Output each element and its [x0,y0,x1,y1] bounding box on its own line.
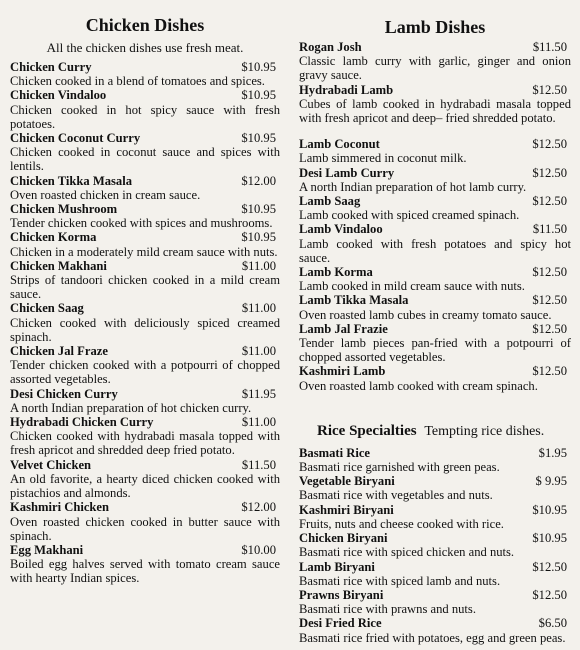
menu-item-description: A north Indian preparation of hot chicken curry. [10,400,252,415]
menu-item-description: An old favorite, a hearty diced chicken cooked with pistachios and almonds. [10,471,280,501]
menu-item-name: Chicken Jal Fraze [10,344,108,359]
menu-item-header [299,560,571,574]
menu-item-name: Velvet Chicken [10,457,92,472]
chicken-section-title: Chicken Dishes [85,15,205,35]
menu-item-price: $10.00 [241,542,276,557]
menu-item-header [10,458,280,472]
menu-item-price: $12.50 [532,265,567,280]
menu-item-header [299,293,571,307]
menu-item-price: $6.50 [538,616,567,631]
menu-item [10,543,280,586]
menu-item [299,265,571,293]
menu-item [10,131,280,174]
menu-item-price: $ 9.95 [535,474,567,489]
menu-item-name: Vegetable Biryani [299,474,395,489]
rice-subtitle: Tempting rice dishes. [424,423,545,439]
menu-item-description: Lamb simmered in coconut milk. [299,151,467,166]
menu-item-price: $11.50 [532,40,567,54]
menu-item-header [10,202,280,216]
menu-item [299,474,571,502]
menu-item-price: $10.95 [241,60,276,74]
menu-item [10,344,280,387]
menu-item-description: Basmati rice with prawns and nuts. [299,602,476,617]
menu-item-name: Chicken Mushroom [10,202,118,217]
lamb-rice-column [299,0,571,645]
menu-item [10,301,280,344]
menu-item-price: $11.00 [241,415,276,430]
menu-item-price: $11.00 [241,301,276,316]
menu-item [299,616,571,644]
menu-item-name: Egg Makhani [10,542,84,557]
menu-item-name: Lamb Coconut [299,137,380,152]
menu-item-header [10,131,280,145]
rice-section-title [317,421,571,442]
menu-item [299,322,571,365]
menu-item-description: Basmati rice garnished with green peas. [299,460,500,475]
menu-item-description: Chicken in a moderately mild cream sauce with nuts. [10,244,278,259]
menu-item-header [10,415,280,429]
menu-item-header [299,194,571,208]
menu-item-price: $12.50 [532,559,567,574]
menu-item-description: A north Indian preparation of hot lamb curry. [299,179,527,194]
menu-item-price: $11.50 [532,222,567,237]
menu-item-description: Tender chicken cooked with a potpourri of chopped assorted vegetables. [10,358,280,387]
menu-item-header [299,40,571,54]
menu-item-description: Chicken cooked in a blend of tomatoes and spices. [10,74,265,89]
menu-item-name: Chicken Coconut Curry [10,131,141,146]
menu-item [299,364,571,392]
menu-item [10,230,280,258]
menu-item-name: Chicken Vindaloo [10,88,107,103]
menu-item [10,500,280,543]
menu-item-name: Lamb Vindaloo [299,222,383,237]
menu-item-header [10,387,280,401]
menu-item-name: Chicken Biryani [299,531,388,546]
menu-item-name: Desi Lamb Curry [299,165,395,180]
menu-item-header [299,446,571,460]
menu-item-description: Oven roasted chicken cooked in butter sauce with spinach. [10,514,280,543]
menu-item-name: Kashmiri Lamb [299,364,386,379]
menu-item-description: Chicken cooked in coconut sauce and spices with lentils. [10,145,280,174]
menu-item [299,137,571,165]
menu-item-description: Basmati rice with spiced lamb and nuts. [299,573,501,588]
rice-title-text: Rice Specialties [317,422,417,439]
menu-item-name: Chicken Saag [10,301,84,316]
menu-item-price: $12.50 [532,82,567,97]
menu-item-price: $11.00 [241,258,276,273]
menu-item-description: Boiled egg halves served with tomato cream sauce with hearty Indian spices. [10,557,280,586]
menu-item-header [10,174,280,188]
menu-item [10,458,280,501]
chicken-menu-list [10,60,280,586]
menu-item-price: $11.50 [241,457,276,472]
menu-item-description: Oven roasted lamb cooked with cream spinach. [299,378,538,393]
menu-item [299,560,571,588]
menu-item-description: Chicken cooked with deliciously spiced creamed spinach. [10,315,280,344]
menu-item [10,387,280,415]
menu-item-price: $12.50 [532,165,567,180]
menu-item [10,259,280,302]
menu-item-name: Chicken Makhani [10,258,107,273]
menu-item-description: Fruits, nuts and cheese cooked with rice. [299,516,504,531]
menu-item-name: Chicken Tikka Masala [10,173,133,188]
menu-item-header [299,616,571,630]
menu-item-price: $12.50 [532,293,567,308]
menu-item-header [299,322,571,336]
menu-item-price: $12.50 [532,364,567,379]
menu-item-name: Lamb Saag [299,194,361,209]
menu-item-description: Tender lamb pieces pan-fried with a potpourri of chopped assorted vegetables. [299,336,571,365]
menu-item-price: $10.95 [241,131,276,146]
menu-item-price: $12.50 [532,321,567,336]
menu-item [299,194,571,222]
menu-item-name: Lamb Tikka Masala [299,293,409,308]
menu-item-name: Chicken Korma [10,230,97,245]
menu-item-description: Basmati rice with vegetables and nuts. [299,488,493,503]
menu-item-name: Prawns Biryani [299,587,384,602]
menu-item-price: $10.95 [241,88,276,103]
menu-item-price: $10.95 [532,531,567,546]
menu-item-name: Rogan Josh [299,40,362,54]
menu-item-price: $10.95 [241,230,276,245]
menu-item-header [10,88,280,102]
menu-item-header [299,588,571,602]
menu-item-name: Chicken Curry [10,60,92,74]
menu-item [299,531,571,559]
menu-item-price: $10.95 [532,502,567,517]
menu-item [10,415,280,458]
menu-item-name: Lamb Biryani [299,559,375,574]
rice-menu-list [299,446,571,645]
menu-item-price: $1.95 [538,445,567,460]
menu-item-description: Lamb cooked with fresh potatoes and spicy hot sauce. [299,236,571,265]
menu-item-name: Kashmiri Biryani [299,502,394,517]
menu-item [299,40,571,83]
menu-item-header [10,500,280,514]
menu-item-name: Hydrabadi Chicken Curry [10,415,154,430]
menu-item-price: $12.50 [532,194,567,209]
menu-item-price: $12.50 [532,587,567,602]
menu-item-description: Oven roasted lamb cubes in creamy tomato sauce. [299,307,552,322]
menu-item-description: Lamb cooked with spiced creamed spinach. [299,208,520,223]
menu-item-header [299,166,571,180]
menu-item-header [299,474,571,488]
menu-item-header [10,301,280,315]
menu-item-header [10,230,280,244]
menu-item [299,83,571,126]
menu-item [10,174,280,202]
menu-item-description: Chicken cooked in hot spicy sauce with fresh potatoes. [10,102,280,131]
menu-item-price: $12.50 [532,137,567,152]
menu-item-name: Basmati Rice [299,445,370,460]
menu-item-name: Lamb Korma [299,265,373,280]
menu-item-header [10,344,280,358]
menu-item-header [299,531,571,545]
menu-item-header [10,259,280,273]
menu-item-price: $11.00 [241,344,276,359]
menu-item [299,503,571,531]
menu-item-description: Cubes of lamb cooked in hydrabadi masala topped with fresh apricot and deep– fried shredded potato. [299,96,571,126]
menu-item-header [299,222,571,236]
menu-item-description: Strips of tandoori chicken cooked in a mild cream sauce. [10,273,280,302]
menu-item [299,222,571,265]
menu-item [299,446,571,474]
menu-item [10,202,280,230]
menu-item-name: Hydrabadi Lamb [299,82,394,97]
menu-item-name: Desi Chicken Curry [10,386,118,401]
menu-item-description: Basmati rice with spiced chicken and nuts. [299,545,515,560]
menu-item-price: $11.95 [241,386,276,401]
menu-item-name: Lamb Jal Frazie [299,321,388,336]
menu-item-description: Lamb cooked in mild cream sauce with nuts. [299,279,525,294]
menu-item [299,588,571,616]
menu-item-name: Desi Fried Rice [299,616,382,631]
menu-item-header [299,364,571,378]
menu-item-description: Basmati rice fried with potatoes, egg and green peas. [299,630,566,645]
menu-item-header [299,137,571,151]
menu-item-header [10,543,280,557]
menu-item-price: $12.00 [241,500,276,515]
menu-item [10,60,280,88]
menu-item-price: $10.95 [241,202,276,217]
menu-item-description: Chicken cooked with hydrabadi masala topped with fresh apricot and shredded deep fried potato. [10,429,280,458]
chicken-intro: All the chicken dishes use fresh meat. [46,40,244,55]
menu-item-header [299,265,571,279]
menu-item-description: Classic lamb curry with garlic, ginger and onion gravy sauce. [299,54,571,83]
menu-item [299,166,571,194]
menu-item-description: Oven roasted chicken in cream sauce. [10,187,201,202]
lamb-menu-list [299,40,571,393]
menu-item [299,293,571,321]
menu-item-header [299,503,571,517]
menu-item-header [299,83,571,97]
lamb-section-title: Lamb Dishes [384,17,486,37]
menu-item-description: Tender chicken cooked with spices and mushrooms. [10,216,273,231]
menu-item-price: $12.00 [241,173,276,188]
menu-item [10,88,280,131]
menu-item-header [10,60,280,74]
chicken-column [10,0,280,586]
menu-item-name: Kashmiri Chicken [10,500,110,515]
